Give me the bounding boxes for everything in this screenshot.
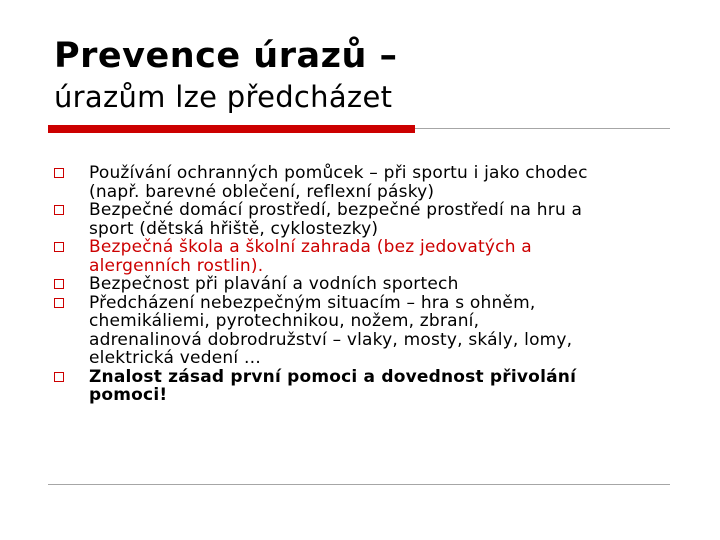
bullet-list	[54, 164, 684, 405]
list-item-line: adrenalinová dobrodružství – vlaky, mosty, skály, lomy,	[89, 329, 573, 350]
hollow-square-bullet-icon	[54, 372, 64, 382]
slide-title: Prevence úrazů –	[54, 36, 398, 76]
list-item-line: Bezpečné domácí prostředí, bezpečné prostředí na hru a	[89, 200, 583, 220]
list-item-line: pomoci!	[89, 385, 168, 405]
hollow-square-bullet-icon	[54, 279, 64, 289]
list-item-line: Bezpečná škola a školní zahrada (bez jedovatých a	[89, 237, 532, 257]
title-underline-gray	[415, 128, 670, 129]
list-item-line: sport (dětská hřiště, cyklostezky)	[89, 218, 379, 239]
list-item	[54, 275, 684, 294]
list-item	[54, 294, 684, 368]
list-item	[54, 164, 684, 201]
slide-subtitle: úrazům lze předcházet	[54, 80, 393, 114]
title-underline-red	[48, 125, 415, 133]
list-item-line: elektrická vedení …	[89, 348, 262, 368]
list-item	[54, 368, 684, 405]
footer-divider	[48, 484, 670, 485]
hollow-square-bullet-icon	[54, 168, 64, 178]
list-item-line: Používání ochranných pomůcek – při sportu i jako chodec	[89, 163, 588, 183]
list-item-line: chemikáliemi, pyrotechnikou, nožem, zbraní,	[89, 311, 480, 331]
list-item	[54, 238, 684, 275]
list-item-line: alergenních rostlin).	[89, 255, 264, 276]
hollow-square-bullet-icon	[54, 242, 64, 252]
list-item-line: (např. barevné oblečení, reflexní pásky)	[89, 181, 435, 202]
hollow-square-bullet-icon	[54, 298, 64, 308]
list-item	[54, 201, 684, 238]
hollow-square-bullet-icon	[54, 205, 64, 215]
list-item-line: Předcházení nebezpečným situacím – hra s ohněm,	[89, 292, 536, 313]
list-item-line: Znalost zásad první pomoci a dovednost přivolání	[89, 366, 577, 387]
list-item-line: Bezpečnost při plavání a vodních sportech	[89, 274, 459, 294]
